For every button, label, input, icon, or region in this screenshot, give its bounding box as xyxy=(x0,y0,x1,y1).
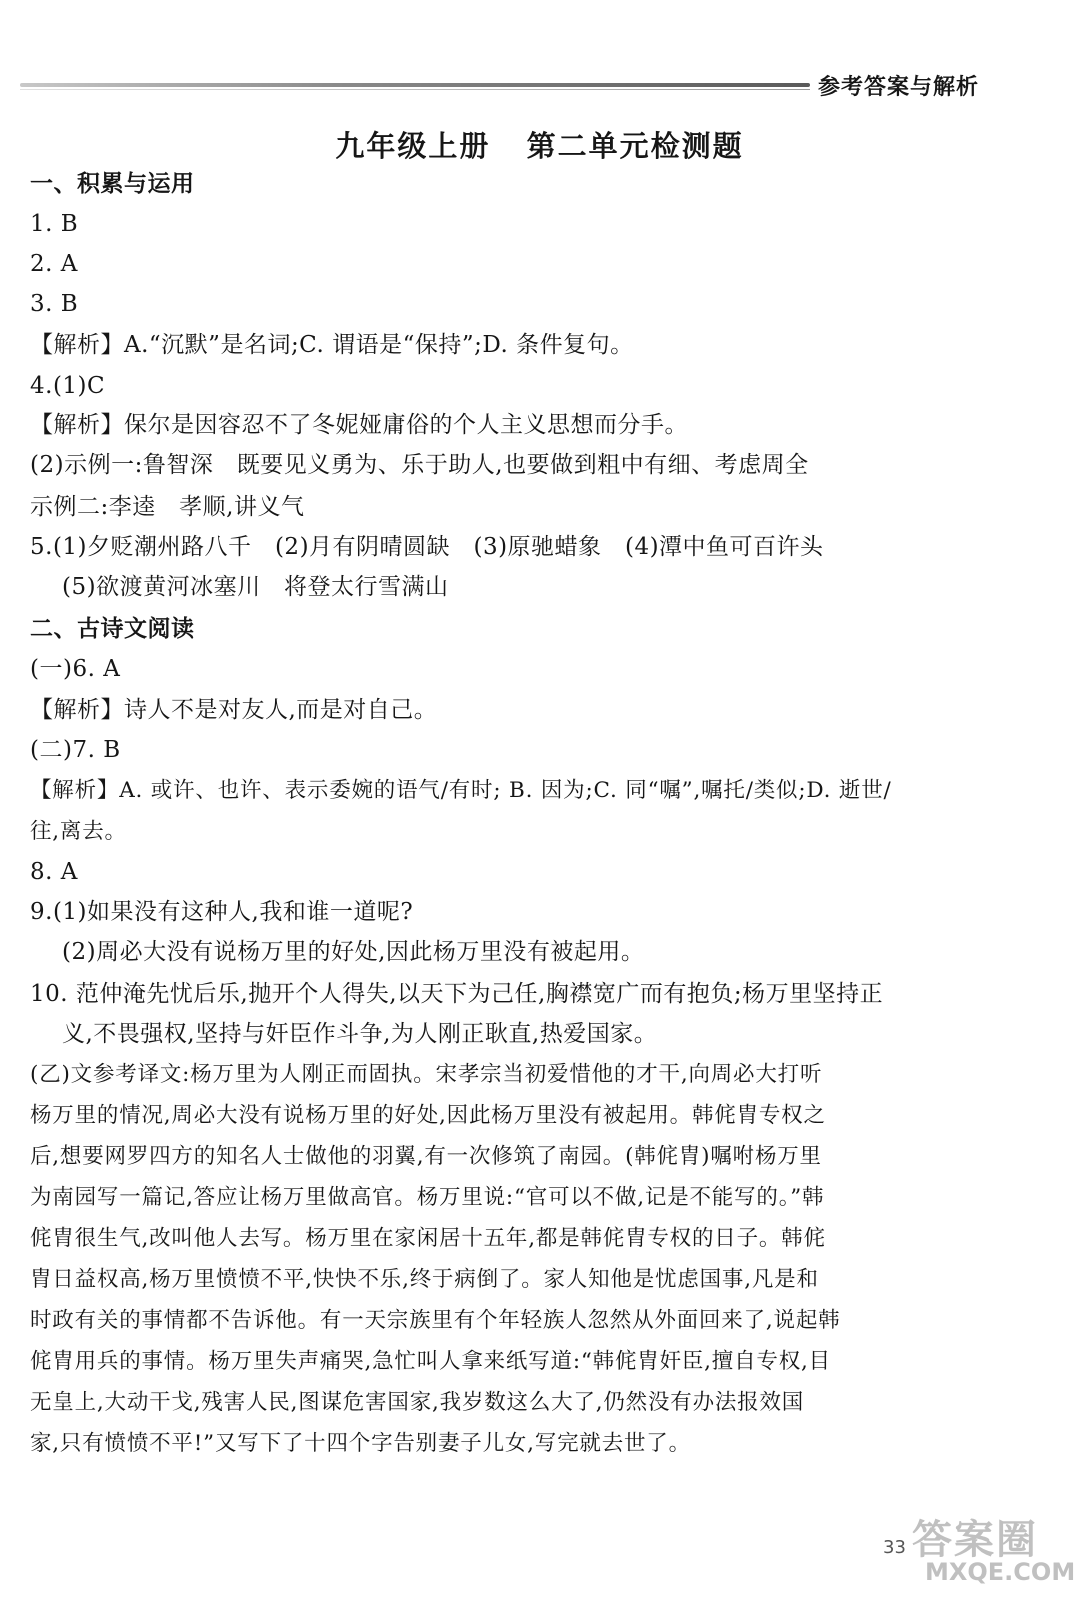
analysis-line: 往,离去。 xyxy=(30,819,127,844)
translation-line: 无皇上,大动干戈,残害人民,图谋危害国家,我岁数这么大了,仍然没有办法报效国 xyxy=(30,1390,805,1415)
answer-line: (2)周必大没有说杨万里的好处,因此杨万里没有被起用。 xyxy=(62,939,645,965)
answer-line: (二)7. B xyxy=(30,737,121,763)
translation-line: 为南园写一篇记,答应让杨万里做高官。杨万里说:“官可以不做,记是不能写的。”韩 xyxy=(30,1185,825,1210)
translation-line: 侂胄很生气,改叫他人去写。杨万里在家闲居十五年,都是韩侂胄专权的日子。韩侂 xyxy=(30,1226,826,1251)
section-heading-1: 一、积累与运用 xyxy=(30,171,195,197)
answer-line: 3. B xyxy=(30,291,79,317)
watermark-url: MXQE.COM xyxy=(925,1558,1076,1586)
translation-line: (乙)文参考译文:杨万里为人刚正而固执。宋孝宗当初爱惜他的才干,向周必大打听 xyxy=(30,1062,823,1087)
answer-line: 9.(1)如果没有这种人,我和谁一道呢? xyxy=(30,899,414,925)
answer-line: 示例二:李逵 孝顺,讲义气 xyxy=(30,494,305,520)
translation-line: 侂胄用兵的事情。杨万里失声痛哭,急忙叫人拿来纸写道:“韩侂胄奸臣,擅自专权,目 xyxy=(30,1349,831,1374)
translation-line: 胄日益权高,杨万里愤愤不平,快快不乐,终于病倒了。家人知他是忧虑国事,凡是和 xyxy=(30,1267,819,1292)
translation-line: 后,想要网罗四方的知名人士做他的羽翼,有一次修筑了南园。(韩侂胄)嘱咐杨万里 xyxy=(30,1144,822,1169)
answer-line: (2)示例一:鲁智深 既要见义勇为、乐于助人,也要做到粗中有细、考虑周全 xyxy=(30,452,809,478)
answer-line: 8. A xyxy=(30,859,78,885)
answer-line: 5.(1)夕贬潮州路八千 (2)月有阴晴圆缺 (3)原驰蜡象 (4)潭中鱼可百许头 xyxy=(30,534,824,560)
analysis-line: 【解析】A. 或许、也许、表示委婉的语气/有时; B. 因为;C. 同“嘱”,嘱托/类似;D. 逝世/ xyxy=(30,778,892,803)
analysis-line: 【解析】诗人不是对友人,而是对自己。 xyxy=(30,697,438,723)
answer-line: 4.(1)C xyxy=(30,373,106,399)
header-rule xyxy=(20,83,810,87)
watermark-logo: 答案圈 xyxy=(912,1517,1038,1563)
translation-line: 时政有关的事情都不告诉他。有一天宗族里有个年轻族人忽然从外面回来了,说起韩 xyxy=(30,1308,841,1333)
page-number: 33 xyxy=(883,1537,906,1558)
header-label: 参考答案与解析 xyxy=(818,75,980,100)
answer-line: 义,不畏强权,坚持与奸臣作斗争,为人刚正耿直,热爱国家。 xyxy=(62,1021,658,1047)
translation-line: 杨万里的情况,周必大没有说杨万里的好处,因此杨万里没有被起用。韩侂胄专权之 xyxy=(30,1103,826,1128)
answer-line: 10. 范仲淹先忧后乐,抛开个人得失,以天下为己任,胸襟宽广而有抱负;杨万里坚持正 xyxy=(30,981,884,1007)
translation-line: 家,只有愤愤不平!”又写下了十四个字告别妻子儿女,写完就去世了。 xyxy=(30,1431,691,1456)
analysis-line: 【解析】A.“沉默”是名词;C. 谓语是“保持”;D. 条件复句。 xyxy=(30,332,634,358)
answer-line: 2. A xyxy=(30,251,78,277)
analysis-line: 【解析】保尔是因容忍不了冬妮娅庸俗的个人主义思想而分手。 xyxy=(30,412,688,438)
page-title: 九年级上册 第二单元检测题 xyxy=(335,129,744,163)
answer-line: 1. B xyxy=(30,211,79,237)
section-heading-2: 二、古诗文阅读 xyxy=(30,616,195,642)
answer-line: (5)欲渡黄河冰塞川 将登太行雪满山 xyxy=(62,574,449,600)
answer-line: (一)6. A xyxy=(30,656,121,682)
